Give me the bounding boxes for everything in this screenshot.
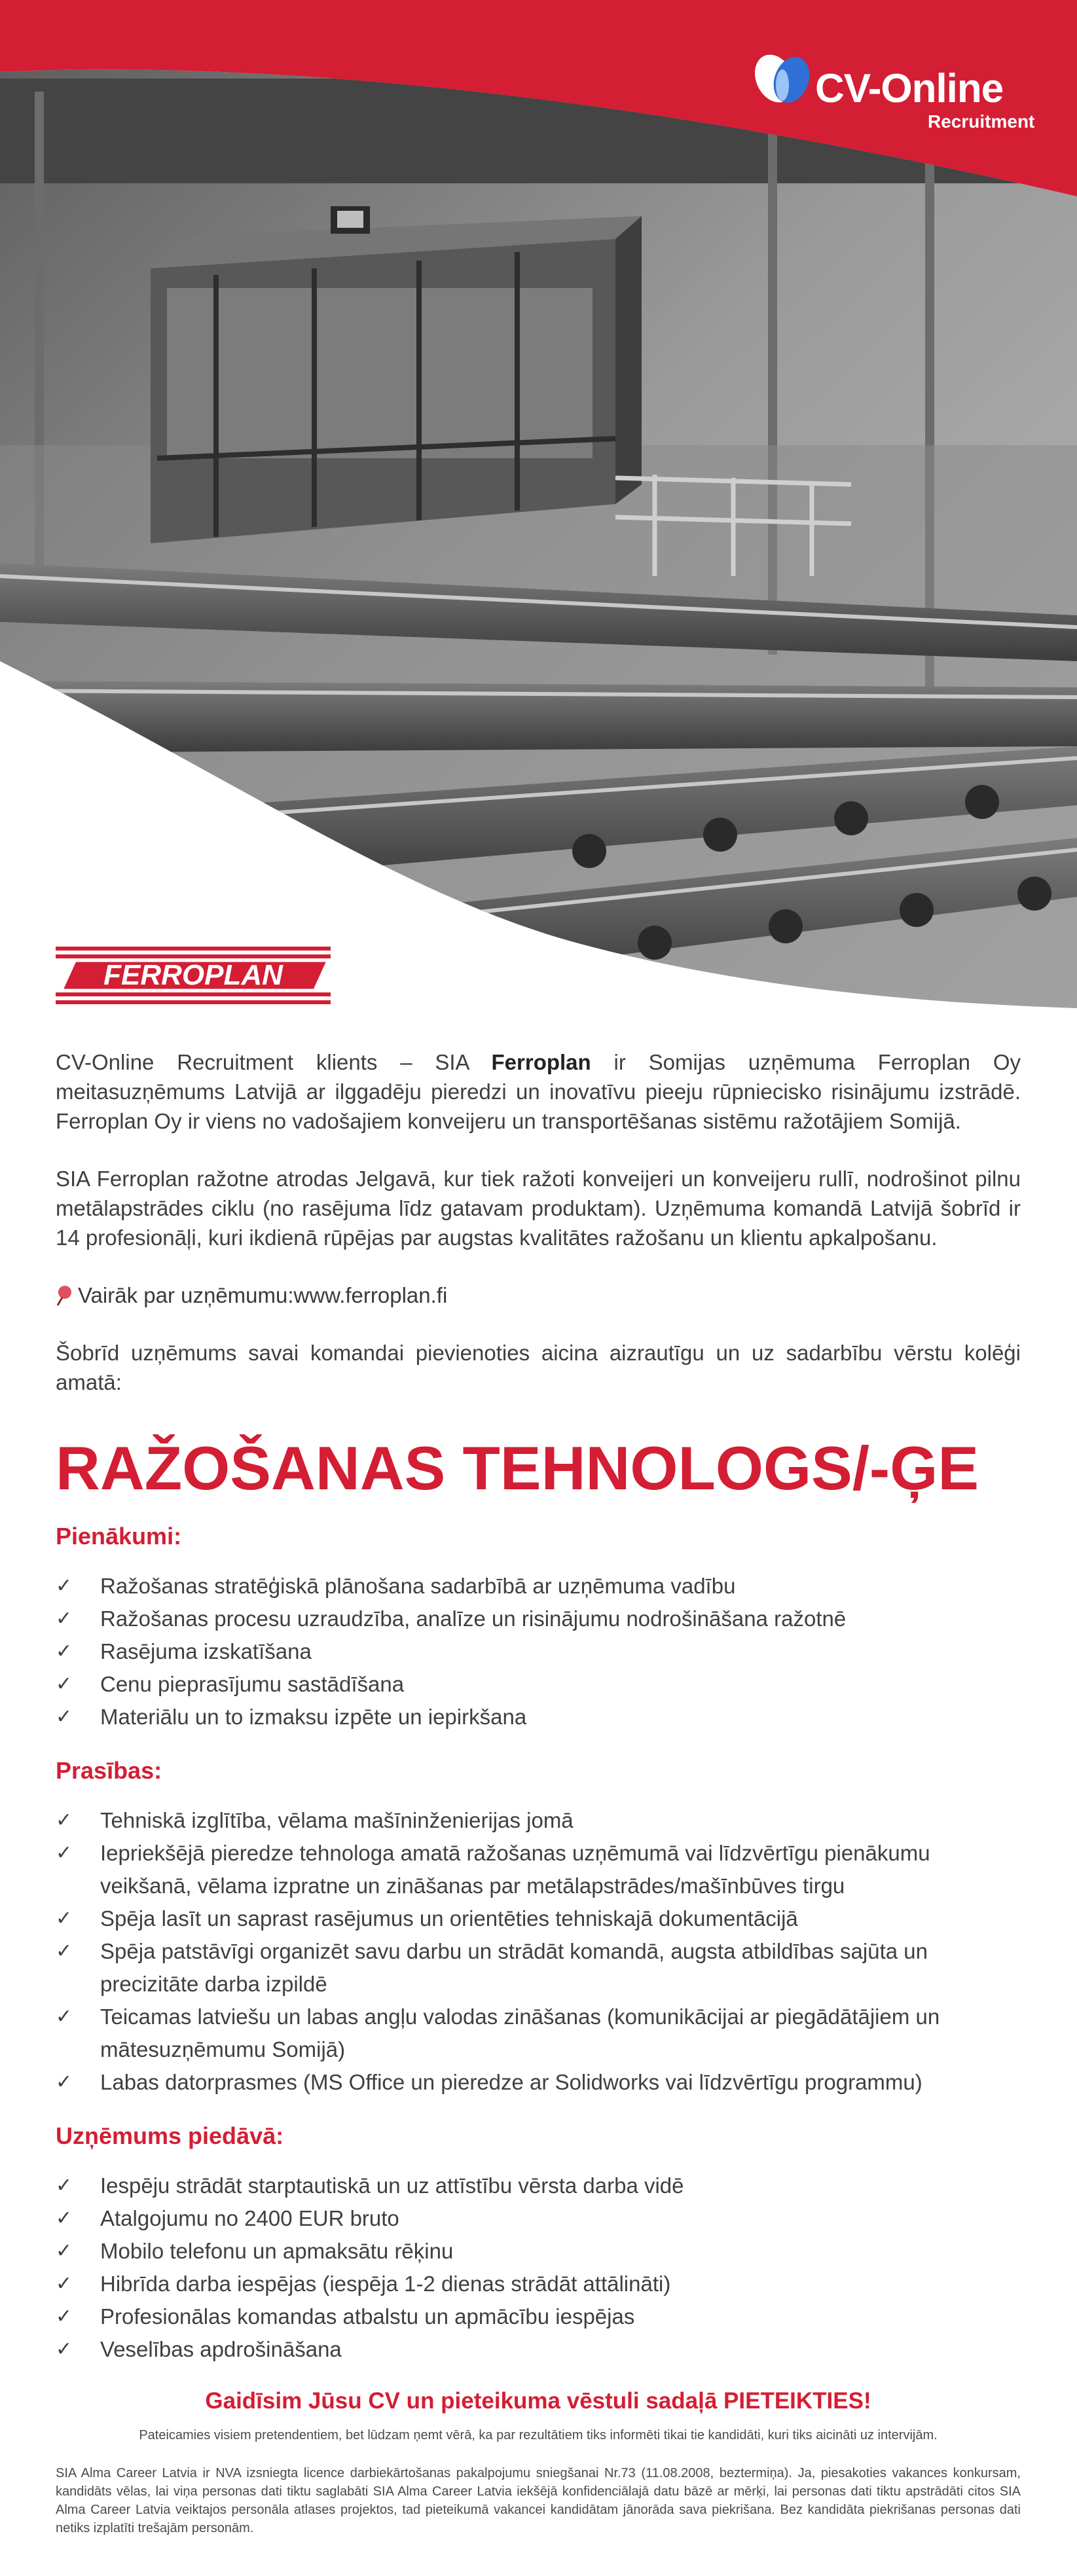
duties-heading: Pienākumi: [56,1523,182,1550]
company-name: Ferroplan [491,1050,591,1074]
check-icon: ✓ [56,1575,73,1597]
check-icon: ✓ [56,2175,73,2196]
list-item: ✓ Profesionālas komandas atbalstu un apmācību iespējas [56,2300,1021,2333]
more-label: Vairāk par uzņēmumu: [78,1283,294,1307]
offers-heading: Uzņēmums piedāvā: [56,2122,284,2149]
list-item: ✓ Veselības apdrošināšana [56,2333,1021,2366]
list-item: ✓ Materiālu un to izmaksu izpēte un iepirkšana [56,1701,1021,1733]
check-icon: ✓ [56,1940,73,1962]
company-website-link[interactable]: www.ferroplan.fi [293,1283,448,1307]
requirements-list [56,1804,1021,2099]
check-icon: ✓ [56,2338,73,2360]
list-item: ✓ Iepriekšējā pieredze tehnologa amatā ražošanas uzņēmumā vai līdzvērtīgu pienākumu veikšanā, vēlama izpratne un zināšanas par metālapstrādes/mašīnbūves tirgu [56,1837,1021,1902]
hero-banner [0,0,1077,1008]
intro-paragraph-2: SIA Ferroplan ražotne atrodas Jelgavā, kur tiek ražoti konveijeri un konveijeru rullī, nodrošinot pilnu metālapstrādes ciklu (no rasējuma līdz gatavam produktam). Uzņēmuma komandā Latvijā šobrīd ir 14 profesionāļi, kuri ikdienā rūpējas par augstas kvalitātes ražošanu un klientu apkalpošanu. [56,1167,1021,1250]
list-item: ✓ Rasējuma izskatīšana [56,1635,1021,1668]
check-icon: ✓ [56,1641,73,1662]
list-item: ✓ Tehniskā izglītība, vēlama mašīninženierijas jomā [56,1804,1021,1837]
intro-paragraph-3: Šobrīd uzņēmums savai komandai pievienoties aicina aizrautīgu un uz sadarbību vērstu kolēģi amatā: [56,1341,1021,1394]
intro-paragraph-1: CV-Online Recruitment klients – SIA Ferroplan ir Somijas uzņēmuma Ferroplan Oy meitasuzņēmums Latvijā ar ilggadēju pieredzi un inovatīvu pieeju rūpniecisko risinājumu izstrādē. Ferroplan Oy ir viens no vadošajiem konveijeru un transportēšanas sistēmu ražotājiem Somijā. [56,1050,1021,1133]
check-icon: ✓ [56,2071,73,2093]
company-website-line [56,1280,1021,1310]
job-title: RAŽOŠANAS TEHNOLOGS/-ĢE [56,1434,979,1502]
ferroplan-logo-text: FERROPLAN [103,959,283,991]
main-content [56,1047,1021,2537]
ferroplan-logo [56,943,331,1008]
map-pin-icon [56,1284,74,1307]
list-item: ✓ Spēja lasīt un saprast rasējumus un orientēties tehniskajā dokumentācijā [56,1902,1021,1935]
list-item: ✓ Labas datorprasmes (MS Office un pieredze ar Solidworks vai līdzvērtīgu programmu) [56,2066,1021,2099]
check-icon: ✓ [56,1809,73,1831]
list-item: ✓ Ražošanas procesu uzraudzība, analīze un risinājumu nodrošināšana ražotnē [56,1603,1021,1635]
offers-list [56,2169,1021,2366]
list-item: ✓ Hibrīda darba iespējas (iespēja 1-2 dienas strādāt attālināti) [56,2268,1021,2300]
legal-disclaimer: SIA Alma Career Latvia ir NVA izsniegta licence darbiekārtošanas pakalpojumu sniegšanai Nr.73 (11.08.2008, beztermiņa). Ja, piesakoties vakances konkursam, kandidāts vēlas, lai viņa personas dati tiktu saglabāti SIA Alma Career Latvia iekšējā konfidenciālajā datu bāzē ar mērķi, lai personas dati tiktu apstrādāti citos SIA Alma Career Latvia veiktajos personāla atlases projektos, tad pieteikumā vakancei kandidātam jānorāda sava piekrišana. Bez kandidāta piekrišanas personas dati netiks izplatīti trešajām personām. [56,2466,1021,2535]
list-item: ✓ Mobilo telefonu un apmaksātu rēķinu [56,2235,1021,2268]
list-item: ✓ Teicamas latviešu un labas angļu valodas zināšanas (komunikācijai ar piegādātājiem un mātesuzņēmumu Somijā) [56,2001,1021,2066]
check-icon: ✓ [56,1908,73,1929]
check-icon: ✓ [56,2240,73,2262]
requirements-heading: Prasības: [56,1757,162,1784]
list-item: ✓ Cenu pieprasījumu sastādīšana [56,1668,1021,1701]
results-note: Pateicamies visiem pretendentiem, bet lūdzam ņemt vērā, ka par rezultātiem tiks informēti tikai tie kandidāti, kuri tiks aicināti uz intervijām. [139,2428,938,2442]
check-icon: ✓ [56,1608,73,1629]
cv-online-logo [750,46,1035,137]
operator-cabin [151,206,642,543]
apply-call-to-action: Gaidīsim Jūsu CV un pieteikuma vēstuli sadaļā PIETEIKTIES! [205,2388,871,2414]
brand-sub: Recruitment [928,111,1035,132]
list-item: ✓ Atalgojumu no 2400 EUR bruto [56,2202,1021,2235]
check-icon: ✓ [56,1673,73,1695]
check-icon: ✓ [56,1706,73,1728]
brand-name: CV-Online [815,66,1004,111]
list-item: ✓ Spēja patstāvīgi organizēt savu darbu un strādāt komandā, augsta atbildības sajūta un precizitāte darba izpildē [56,1935,1021,2001]
check-icon: ✓ [56,2006,73,2027]
list-item: ✓ Ražošanas stratēģiskā plānošana sadarbībā ar uzņēmuma vadību [56,1570,1021,1603]
list-item: ✓ Iespēju strādāt starptautiskā un uz attīstību vērsta darba vidē [56,2169,1021,2202]
check-icon: ✓ [56,1842,73,1864]
duties-list [56,1570,1021,1733]
heart-logo-icon [750,46,815,111]
check-icon: ✓ [56,2273,73,2295]
check-icon: ✓ [56,2207,73,2229]
check-icon: ✓ [56,2306,73,2327]
